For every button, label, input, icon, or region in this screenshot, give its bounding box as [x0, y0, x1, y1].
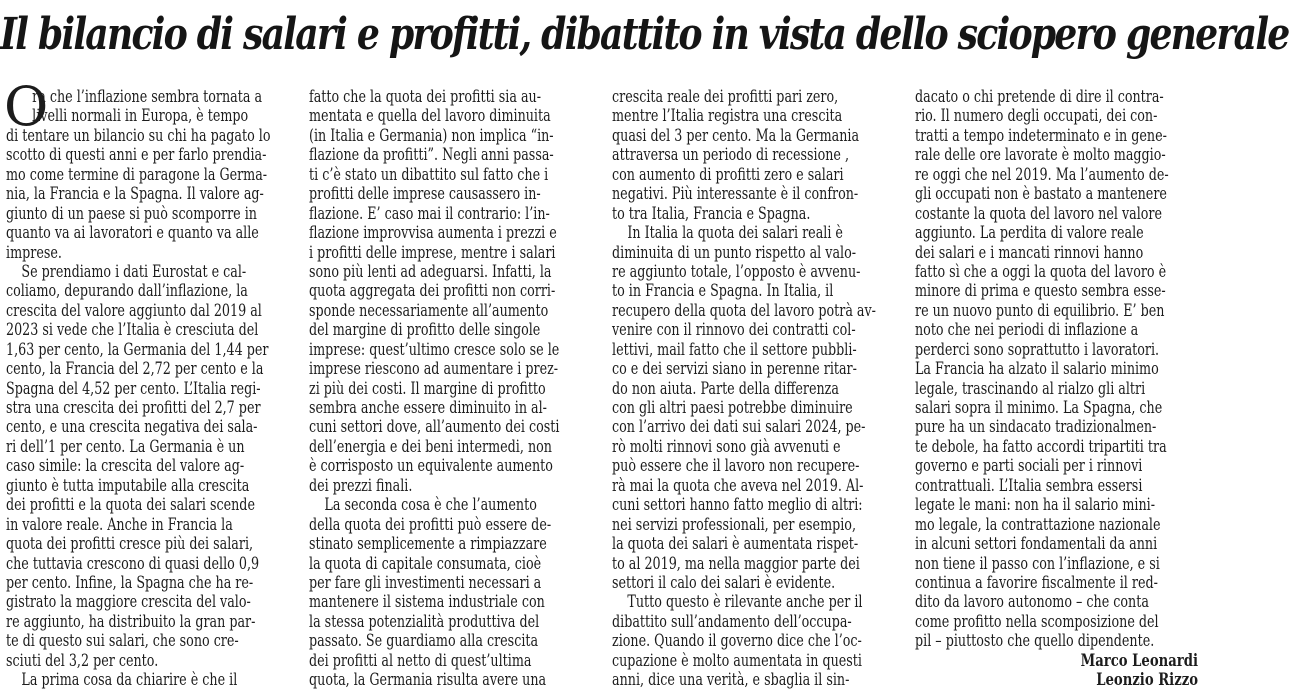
text-line: venire con il rinnovo dei contratti col-: [612, 320, 856, 340]
text-line: continua a favorire fiscalmente il red-: [915, 572, 1158, 592]
text-line: giunto di un paese si può scomporre in: [6, 203, 257, 223]
text-line: zione. Quando il governo dice che l’oc-: [612, 631, 862, 651]
text-line: caso simile: la crescita del valore ag-: [6, 456, 245, 476]
text-line: quota aggregata dei profitti non corri-: [309, 281, 556, 301]
text-line: attraversa un periodo di recessione ,: [612, 145, 849, 165]
text-line: crescita reale dei profitti pari zero,: [612, 87, 839, 106]
drop-cap: O: [4, 75, 49, 138]
text-line: sembra anche essere diminuito in al-: [309, 398, 547, 417]
text-line: con gli altri paesi potrebbe diminuire: [612, 398, 853, 417]
text-line: quasi del 3 per cento. Ma la Germania: [612, 125, 860, 145]
text-line: minore di prima e questo sembra esse-: [915, 281, 1166, 301]
text-line: mo come termine di paragone la Germa-: [6, 164, 268, 184]
text-line: zi più dei costi. Il margine di profitto: [309, 378, 546, 398]
text-line: imprese: quest’ultimo cresce solo se le: [309, 339, 560, 359]
text-line: Se prendiamo i dati Eurostat e cal-: [21, 261, 247, 281]
text-line: quanto va ai lavoratori e quanto va alle: [6, 223, 259, 243]
text-line: contrattuali. L’Italia sembra essersi: [915, 475, 1143, 495]
text-line: flazione. E’ caso mai il contrario: l’in-: [309, 203, 550, 223]
text-line: è corrisposto un equivalente aumento: [309, 456, 553, 476]
text-line: 1,63 per cento, la Germania del 1,44 per: [6, 339, 269, 359]
text-line: con aumento di profitti zero e salari: [612, 164, 844, 184]
text-line: giunto è tutta imputabile alla crescita: [6, 475, 250, 495]
text-line: passato. Se guardiamo alla crescita: [309, 631, 539, 651]
text-line: La seconda cosa è che l’aumento: [324, 495, 537, 515]
text-line: come profitto nella scomposizione del: [915, 611, 1159, 631]
text-line: livelli normali in Europa, è tempo: [32, 106, 249, 126]
text-line: dei prezzi finali.: [309, 475, 413, 495]
text-line: (in Italia e Germania) non implica “in-: [309, 125, 554, 145]
text-line: mentre l’Italia registra una crescita: [612, 106, 843, 126]
article-column-2: [309, 87, 594, 690]
text-line: cuni settori hanno fatto meglio di altri:: [612, 495, 863, 515]
article-column-1: [4, 75, 290, 690]
text-line: nia, la Francia e la Spagna. Il valore ag-: [6, 184, 264, 204]
text-line: Spagna del 4,52 per cento. L’Italia regi-: [6, 378, 261, 398]
text-line: fatto sì che a oggi la quota del lavoro è: [915, 261, 1167, 281]
text-line: re oggi che nel 2019. Ma l’aumento de-: [915, 164, 1169, 184]
text-line: di tentare un bilancio su chi ha pagato lo: [6, 125, 271, 145]
text-line: re un nuovo punto di equilibrio. E’ ben: [915, 300, 1165, 320]
text-line: dei profitti e la quota dei salari scende: [6, 495, 255, 515]
article-column-3: [612, 87, 897, 690]
text-line: sciuti del 3,2 per cento.: [6, 650, 159, 670]
text-line: profitti delle imprese causassero in-: [309, 184, 541, 204]
text-line: cento, e una crescita negativa dei sala-: [6, 417, 258, 437]
text-line: rò molti rinnovi sono già avvenuti e: [612, 436, 841, 456]
text-line: coliamo, depurando dall’inflazione, la: [6, 281, 248, 301]
text-line: costante la quota del lavoro nel valore: [915, 203, 1163, 223]
text-line: legale, trascinando al rialzo gli altri: [915, 378, 1146, 398]
text-line: rio. Il numero degli occupati, dei con-: [915, 106, 1158, 126]
article-headline: Il bilancio di salari e profitti, dibattito in vista dello sciopero generale: [0, 9, 1289, 60]
text-line: do non aiuta. Parte della differenza: [612, 378, 839, 398]
text-line: to al 2019, ma nella maggior parte dei: [612, 553, 860, 573]
text-line: diminuita di un punto rispetto al valo-: [612, 242, 857, 262]
text-line: La Francia ha alzato il salario minimo: [915, 359, 1159, 379]
text-line: cuni settori dove, all’aumento dei costi: [309, 417, 560, 437]
text-line: in alcuni settori fondamentali da anni: [915, 534, 1158, 554]
text-line: noto che nei periodi di inflazione a: [915, 320, 1139, 340]
text-line: per cento. Infine, la Spagna che ha re-: [6, 572, 254, 592]
text-line: imprese.: [6, 242, 62, 262]
text-line: to tra Italia, Francia e Spagna.: [612, 203, 811, 223]
text-line: sono più lenti ad adeguarsi. Infatti, la: [309, 261, 552, 281]
text-line: cupazione è molto aumentata in questi: [612, 650, 862, 670]
text-line: mentata e quella del lavoro diminuita: [309, 106, 551, 126]
text-line: può essere che il lavoro non recupere-: [612, 456, 860, 476]
text-line: i profitti delle imprese, mentre i salari: [309, 242, 556, 262]
text-line: gli occupati non è bastato a mantenere: [915, 184, 1167, 204]
text-line: della quota dei profitti può essere de-: [309, 514, 552, 534]
text-line: salari sopra il minimo. La Spagna, che: [915, 398, 1163, 417]
text-line: rale delle ore lavorate è molto maggio-: [915, 145, 1166, 165]
text-line: in valore reale. Anche in Francia la: [6, 514, 233, 534]
text-line: ra che l’inflazione sembra tornata a: [32, 87, 263, 106]
text-line: governo e parti sociali per i rinnovi: [915, 456, 1143, 476]
text-line: per fare gli investimenti necessari a: [309, 572, 542, 592]
text-line: dito da lavoro autonomo – che conta: [915, 592, 1149, 612]
text-line: anni, dice una verità, e sbaglia il sin-: [612, 670, 850, 690]
author-signature: Marco Leonardi: [1080, 650, 1198, 670]
text-line: non tiene il passo con l’inflazione, e si: [915, 553, 1160, 573]
text-line: dibattito sull’andamento dell’occupa-: [612, 611, 852, 631]
text-line: te debole, ha fatto accordi tripartiti tra: [915, 436, 1167, 456]
text-line: negativi. Più interessante è il confron-: [612, 184, 859, 204]
text-line: In Italia la quota dei salari reali è: [627, 223, 843, 243]
text-line: mantenere il sistema industriale con: [309, 592, 545, 612]
text-line: re aggiunto, ha distribuito la gran par-: [6, 611, 256, 631]
text-line: settori il calo dei salari è evidente.: [612, 572, 836, 592]
text-line: tratti a tempo indeterminato e in gene-: [915, 125, 1167, 145]
text-line: del margine di profitto delle singole: [309, 320, 541, 340]
text-line: 2023 si vede che l’Italia è cresciuta del: [6, 320, 259, 340]
text-line: cento, la Francia del 2,72 per cento e la: [6, 359, 264, 379]
text-line: Tutto questo è rilevante anche per il: [627, 592, 863, 612]
text-line: la quota di capitale consumata, cioè: [309, 553, 542, 573]
text-line: La prima cosa da chiarire è che il: [21, 670, 238, 690]
text-line: ri dell’1 per cento. La Germania è un: [6, 436, 245, 456]
author-signature: Leonzio Rizzo: [1096, 670, 1198, 690]
text-line: gistrato la maggiore crescita del valo-: [6, 592, 251, 612]
text-line: che tuttavia crescono di quasi dello 0,9: [6, 553, 260, 573]
text-line: ti c’è stato un dibattito sul fatto che i: [309, 164, 549, 184]
article-column-4: [915, 87, 1198, 690]
text-line: la quota dei salari è aumentata rispet-: [612, 534, 859, 554]
text-line: re aggiunto totale, l’opposto è avvenu-: [612, 261, 861, 281]
text-line: pure ha un sindacato tradizionalmen-: [915, 417, 1157, 437]
text-line: lettivi, mail fatto che il settore pubbli-: [612, 339, 857, 359]
text-line: scotto di questi anni e per farlo prendia-: [6, 145, 267, 165]
text-line: mo legale, la contrattazione nazionale: [915, 514, 1161, 534]
text-line: con l’arrivo dei dati sui salari 2024, pe-: [612, 417, 866, 437]
text-line: legate le mani: non ha il salario mini-: [915, 495, 1155, 515]
text-line: dei salari e i mancati rinnovi hanno: [915, 242, 1144, 262]
text-line: nei servizi professionali, per esempio,: [612, 514, 857, 534]
text-line: pil – piuttosto che quello dipendente.: [915, 631, 1155, 651]
text-line: flazione da profitti”. Negli anni passa-: [309, 145, 554, 165]
text-line: te di questo sui salari, che sono cre-: [6, 631, 239, 651]
text-line: dell’energia e dei beni intermedi, non: [309, 436, 552, 456]
text-line: quota dei profitti cresce più dei salari,: [6, 534, 254, 554]
text-line: perderci sono soprattutto i lavoratori.: [915, 339, 1160, 359]
text-line: co e dei servizi siano in perenne ritar-: [612, 359, 857, 379]
text-line: la stessa potenzialità produttiva del: [309, 611, 540, 631]
text-line: fatto che la quota dei profitti sia au-: [309, 87, 542, 106]
text-line: flazione improvvisa aumenta i prezzi e: [309, 223, 557, 243]
text-line: stinato semplicemente a rimpiazzare: [309, 534, 547, 554]
text-line: stra una crescita dei profitti del 2,7 per: [6, 398, 261, 417]
text-line: dacato o chi pretende di dire il contra-: [915, 87, 1164, 106]
text-line: quota, la Germania risulta avere una: [309, 670, 547, 690]
text-line: aggiunto. La perdita di valore reale: [915, 223, 1144, 243]
text-line: dei profitti al netto di quest’ultima: [309, 650, 532, 670]
text-line: sponde necessariamente all’aumento: [309, 300, 549, 320]
text-line: to in Francia e Spagna. In Italia, il: [612, 281, 834, 301]
text-line: crescita del valore aggiunto dal 2019 al: [6, 300, 262, 320]
text-line: recupero della quota del lavoro potrà av-: [612, 300, 876, 320]
text-line: rà mai la quota che aveva nel 2019. Al-: [612, 475, 864, 495]
text-line: imprese riescono ad aumentare i prez-: [309, 359, 559, 379]
